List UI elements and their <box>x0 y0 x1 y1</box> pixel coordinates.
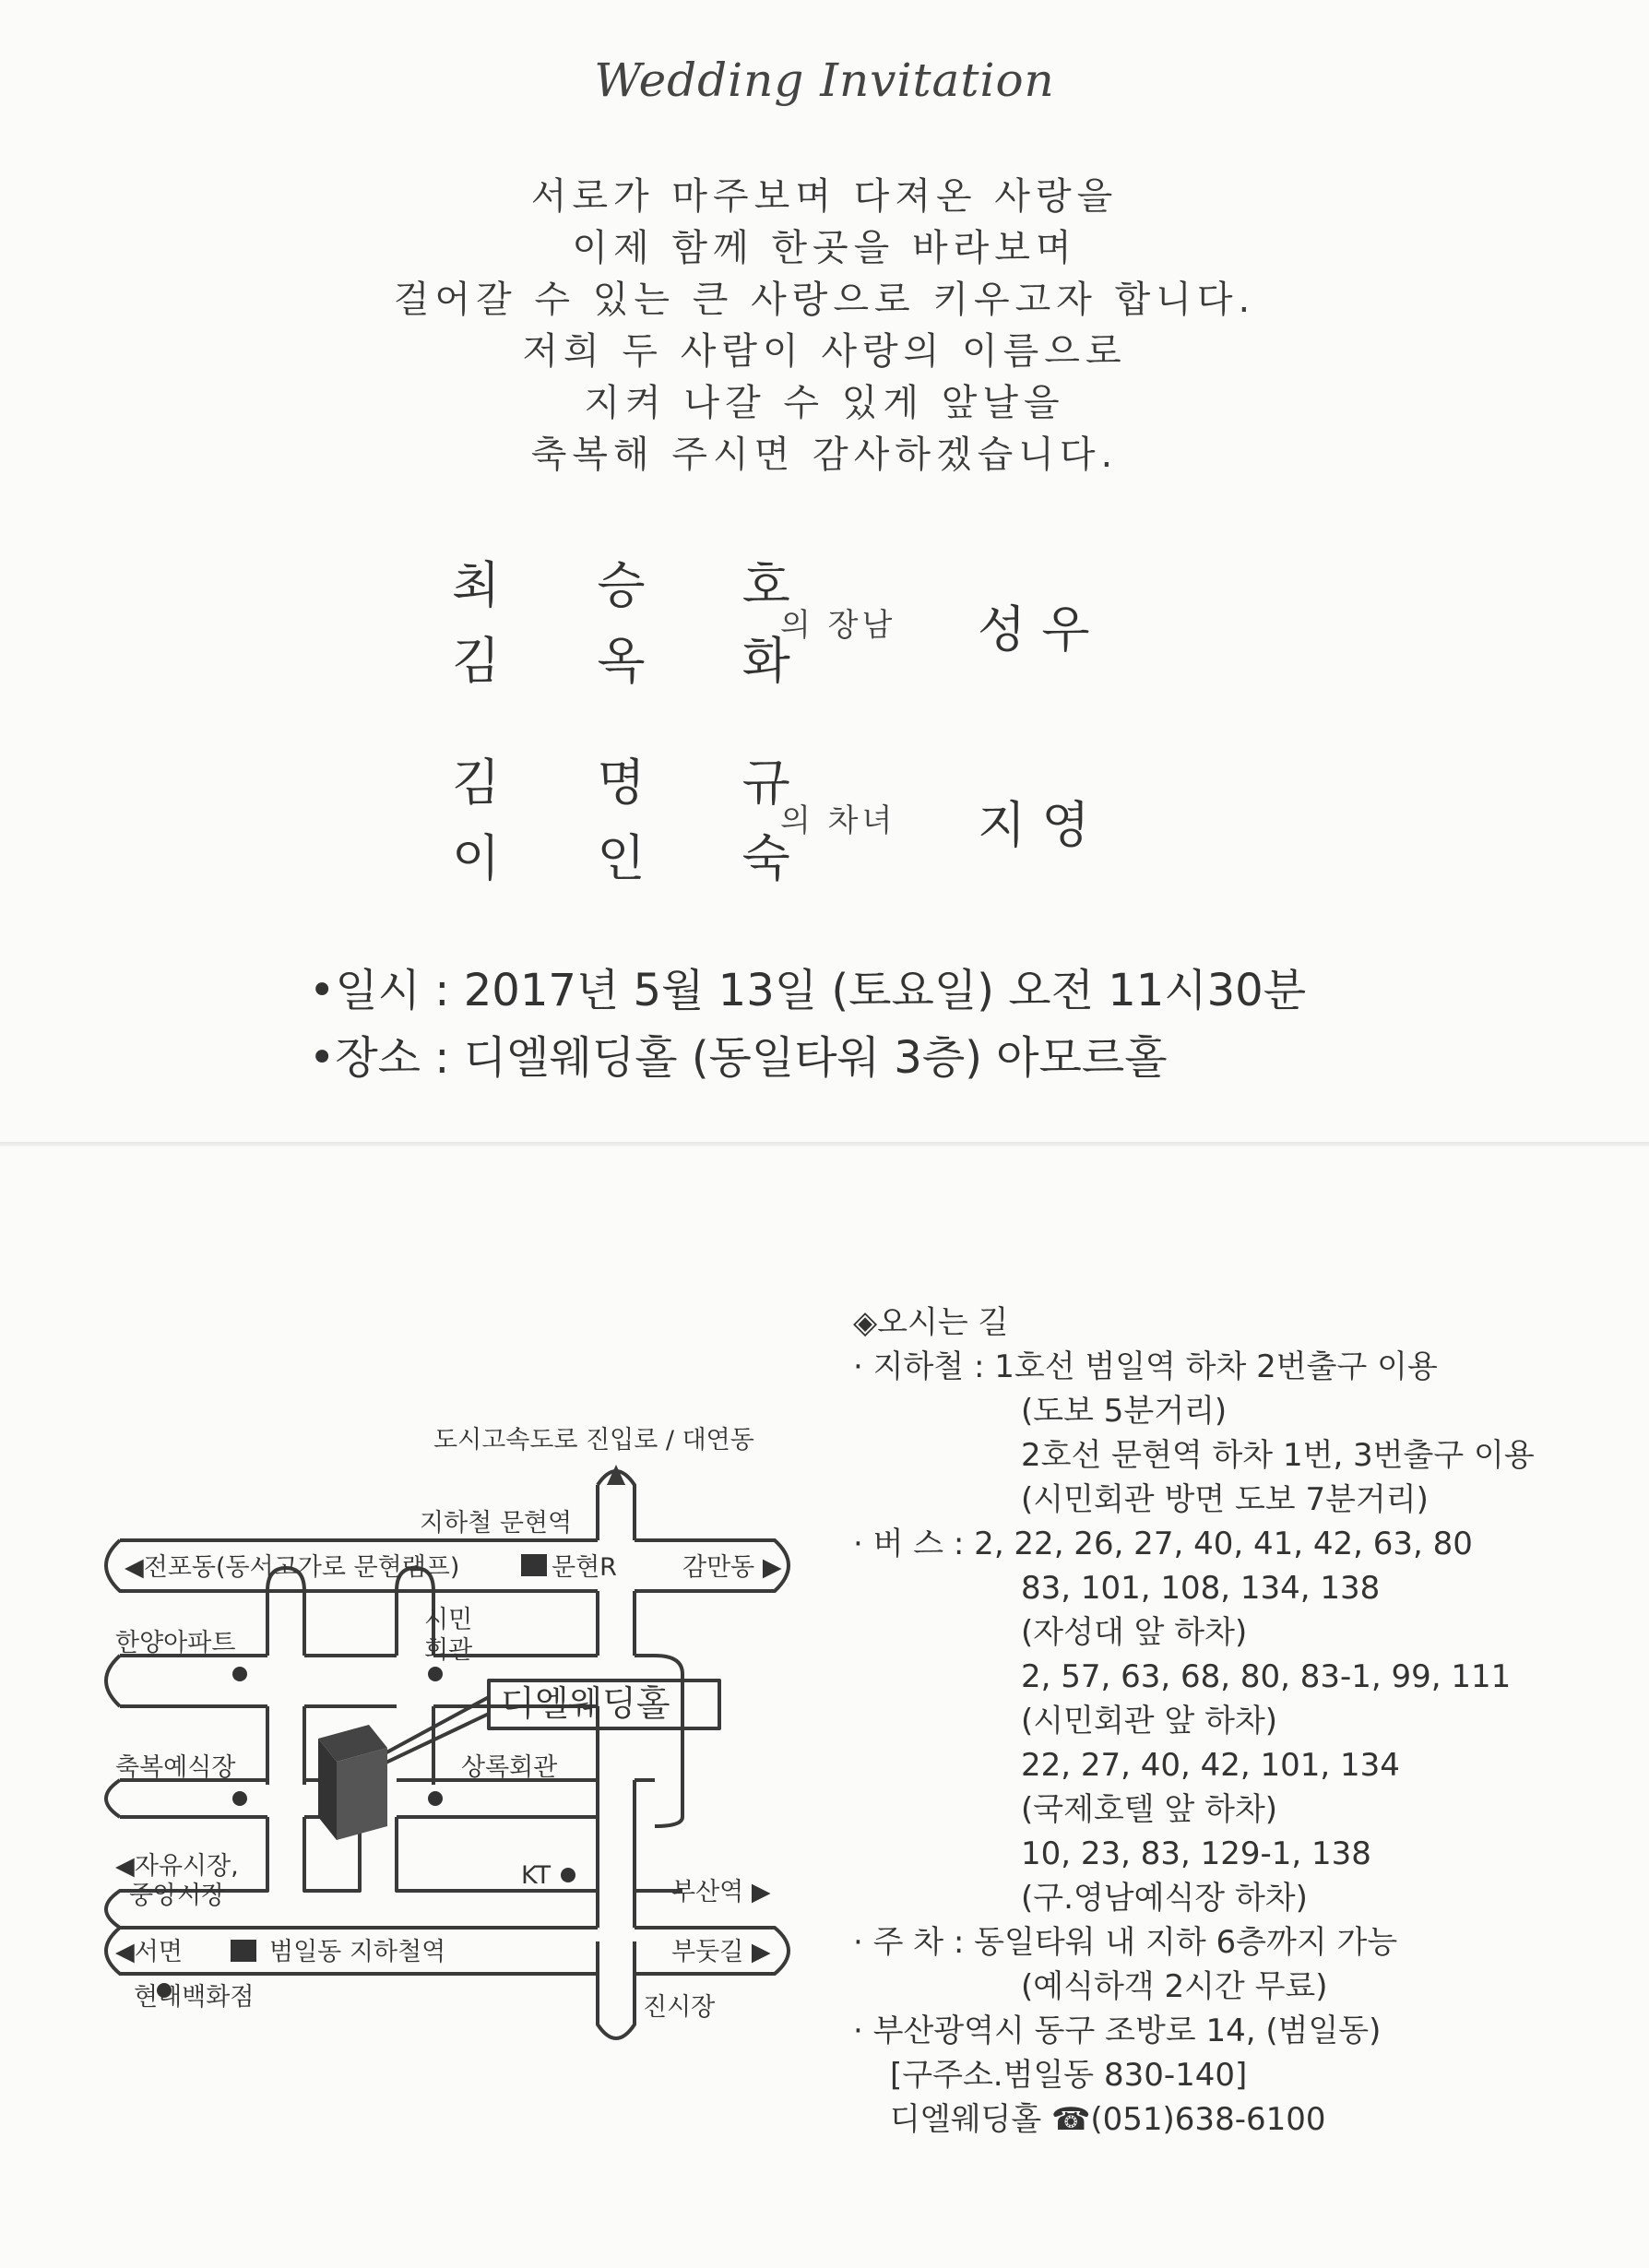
message-line: 걸어갈 수 있는 큰 사랑으로 키우고자 합니다. <box>393 279 1256 321</box>
map-label-simin-1: 시민 <box>424 1606 473 1634</box>
simin-dot <box>428 1667 443 1681</box>
kt-dot <box>561 1868 575 1882</box>
direction-line: 22, 27, 40, 42, 101, 134 <box>1021 1747 1400 1784</box>
direction-line: (시민회관 앞 하차) <box>1021 1703 1278 1740</box>
map-label-dl-hall: 디엘웨딩홀 <box>501 1683 670 1724</box>
map-label-top-road: 도시고속도로 진입로 / 대연동 <box>433 1426 754 1455</box>
direction-line: (국제호텔 앞 하차) <box>1021 1791 1278 1828</box>
map-label-beomil-subway: 범일동 지하철역 <box>269 1938 446 1966</box>
message-line: 이제 함께 한곳을 바라보며 <box>572 227 1077 269</box>
direction-line: (시민회관 방면 도보 7분거리) <box>1021 1481 1429 1518</box>
map-label-jinsijang: 진시장 <box>643 1993 716 2022</box>
invitation-message <box>0 171 1649 481</box>
bride-name: 지 영 <box>978 796 1090 854</box>
map-label-jeonpo: ◀전포동(동서고가로 문현램프) <box>125 1553 460 1582</box>
map-label-budut: 부둣길 ▶ <box>671 1938 771 1966</box>
groom-relation: 의 장남 <box>780 607 896 644</box>
map-label-jayu-2: 중앙시장 <box>129 1882 226 1910</box>
direction-line: (구.영남예식장 하차) <box>1021 1880 1308 1917</box>
bride-mother-name: 이 인 숙 <box>452 829 831 887</box>
wedding-venue: •장소 : 디엘웨딩홀 (동일타워 3층) 아모르홀 <box>309 1032 1168 1084</box>
bride-relation: 의 차녀 <box>780 802 896 839</box>
map-label-sangrok: 상록회관 <box>461 1753 558 1782</box>
subway-icon <box>231 1940 256 1962</box>
direction-line: [구주소.범일동 830-140] <box>890 2057 1248 2094</box>
groom-mother-name: 김 옥 화 <box>452 632 831 690</box>
groom-name: 성 우 <box>978 600 1090 659</box>
direction-line: · 부산광역시 동구 조방로 14, (범일동) <box>853 2013 1382 2049</box>
bride-father-name: 김 명 규 <box>452 754 831 812</box>
map-label-busan-station: 부산역 ▶ <box>671 1878 771 1906</box>
hanyang-dot <box>232 1667 247 1681</box>
location-map <box>92 1420 830 2048</box>
map-label-subway-munhyeon: 지하철 문현역 <box>420 1509 573 1538</box>
direction-line: · 지하철 : 1호선 범일역 하차 2번출구 이용 <box>853 1348 1438 1385</box>
map-label-seomyeon: ◀서면 <box>115 1938 183 1966</box>
direction-line: 83, 101, 108, 134, 138 <box>1021 1570 1381 1607</box>
wedding-datetime: •일시 : 2017년 5월 13일 (토요일) 오전 11시30분 <box>309 965 1307 1016</box>
subway-icon <box>521 1554 547 1576</box>
directions <box>853 1300 1535 2142</box>
directions-heading: ◈오시는 길 <box>853 1304 1009 1341</box>
map-label-jayu-1: ◀자유시장, <box>115 1852 239 1881</box>
sangrok-dot <box>428 1791 443 1806</box>
fold-line <box>0 1142 1649 1146</box>
direction-line: (자성대 앞 하차) <box>1021 1614 1248 1651</box>
wedding-hall-building-icon <box>318 1725 387 1840</box>
message-line: 축복해 주시면 감사하겠습니다. <box>530 433 1119 476</box>
map-label-hyundai: 현대백화점 <box>134 1983 255 2012</box>
message-line: 지켜 나갈 수 있게 앞날을 <box>584 382 1065 424</box>
chukbok-dot <box>232 1791 247 1806</box>
direction-line: 2호선 문현역 하차 1번, 3번출구 이용 <box>1021 1437 1535 1474</box>
map-label-chukbok: 축복예식장 <box>115 1753 236 1782</box>
direction-line: (도보 5분거리) <box>1021 1393 1228 1430</box>
map-label-munhyeon-r: 문현R <box>552 1553 617 1582</box>
direction-line: · 주 차 : 동일타워 내 지하 6층까지 가능 <box>853 1924 1398 1961</box>
map-label-hanyang: 한양아파트 <box>115 1629 236 1657</box>
direction-line: (예식하객 2시간 무료) <box>1021 1968 1328 2005</box>
groom-father-name: 최 승 호 <box>452 556 831 614</box>
message-line: 서로가 마주보며 다져온 사랑을 <box>530 175 1119 218</box>
map-label-gamman: 감만동 ▶ <box>682 1553 782 1582</box>
message-line: 저희 두 사람이 사랑의 이름으로 <box>522 330 1127 373</box>
map-label-kt: KT <box>521 1861 552 1890</box>
direction-line: 2, 57, 63, 68, 80, 83-1, 99, 111 <box>1021 1658 1512 1695</box>
direction-line: 10, 23, 83, 129-1, 138 <box>1021 1835 1371 1872</box>
direction-line: · 버 스 : 2, 22, 26, 27, 40, 41, 42, 63, 80 <box>853 1526 1473 1562</box>
direction-line: 디엘웨딩홀 ☎(051)638-6100 <box>890 2101 1326 2138</box>
map-label-simin-2: 회관 <box>424 1636 473 1665</box>
invitation-title: Wedding Invitation <box>594 53 1055 107</box>
